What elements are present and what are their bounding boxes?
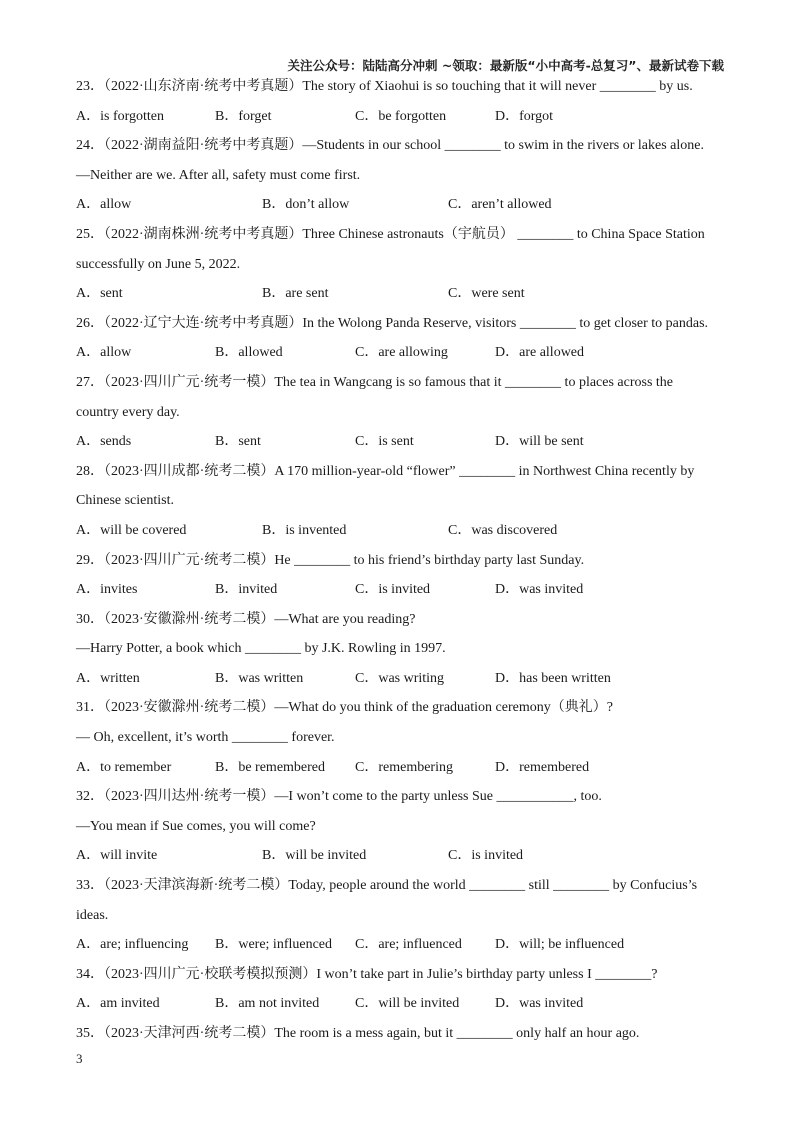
answer-option: D．was invited bbox=[495, 582, 584, 598]
answer-option: B．sent bbox=[215, 434, 261, 450]
answer-option: D．forgot bbox=[495, 108, 554, 124]
answer-options bbox=[76, 427, 736, 457]
answer-option: B．was written bbox=[215, 670, 304, 686]
answer-option: D．will be sent bbox=[495, 434, 584, 450]
answer-option: C．was discovered bbox=[448, 522, 558, 538]
answer-option: C．aren’t allowed bbox=[448, 197, 552, 213]
question-stem-line: 28．（2023·四川成都·统考二模）A 170 million-year-old “flower” ________ in Northwest China recently by bbox=[76, 463, 695, 479]
page-header: 关注公众号：陆陆高分冲刺 ~领取：最新版“小中高考-总复习”、最新试卷下载 bbox=[287, 58, 724, 73]
answer-option: B．is invented bbox=[262, 522, 347, 538]
answer-option: D．was invited bbox=[495, 996, 584, 1012]
question-stem-line: successfully on June 5, 2022. bbox=[76, 256, 241, 272]
answer-options bbox=[76, 575, 736, 605]
answer-option: C．remembering bbox=[355, 759, 453, 775]
question-item bbox=[76, 220, 736, 309]
answer-option: B．allowed bbox=[215, 345, 283, 361]
answer-options bbox=[76, 930, 736, 960]
question-stem-line: Chinese scientist. bbox=[76, 493, 174, 509]
answer-options bbox=[76, 190, 736, 220]
answer-option: C．is sent bbox=[355, 434, 414, 450]
answer-option: D．will; be influenced bbox=[495, 937, 625, 953]
question-item bbox=[76, 457, 736, 546]
answer-options bbox=[76, 338, 736, 368]
question-item bbox=[76, 782, 736, 871]
answer-option: A．will invite bbox=[76, 848, 158, 864]
answer-option: C．are; influenced bbox=[355, 937, 462, 953]
answer-option: D．has been written bbox=[495, 670, 611, 686]
answer-options bbox=[76, 516, 736, 546]
answer-option: C．are allowing bbox=[355, 345, 448, 361]
question-stem-line: 33．（2023·天津滨海新·统考二模）Today, people around the world ________ still ________ by Confucius’s bbox=[76, 878, 698, 894]
answer-option: A．sends bbox=[76, 434, 132, 450]
question-item bbox=[76, 960, 736, 1019]
answer-option: A．is forgotten bbox=[76, 108, 165, 124]
question-stem-line: —Neither are we. After all, safety must come first. bbox=[76, 167, 361, 183]
question-stem-line: ideas. bbox=[76, 907, 109, 923]
answer-options bbox=[76, 664, 736, 694]
question-stem-line: 26．（2022·辽宁大连·统考中考真题）In the Wolong Panda Reserve, visitors ________ to get closer to pandas. bbox=[76, 315, 709, 331]
question-stem-line: 23．（2022·山东济南·统考中考真题）The story of Xiaohui is so touching that it will never ________ by us. bbox=[76, 79, 693, 94]
answer-options bbox=[76, 841, 736, 871]
answer-option: B．were; influenced bbox=[215, 937, 333, 953]
answer-option: B．be remembered bbox=[215, 759, 326, 775]
answer-option: B．forget bbox=[215, 108, 272, 124]
answer-options bbox=[76, 753, 736, 783]
question-item bbox=[76, 871, 736, 960]
question-stem-line: 25．（2022·湖南株洲·统考中考真题）Three Chinese astronauts（宇航员） ________ to China Space Station bbox=[76, 226, 705, 242]
question-stem-line: 31．（2023·安徽滁州·统考二模）—What do you think of the graduation ceremony（典礼）? bbox=[76, 700, 613, 716]
question-item bbox=[76, 368, 736, 457]
answer-option: B．are sent bbox=[262, 286, 329, 302]
answer-option: A．invites bbox=[76, 582, 138, 598]
answer-option: D．remembered bbox=[495, 759, 590, 775]
answer-options bbox=[76, 102, 736, 132]
answer-option: B．will be invited bbox=[262, 848, 367, 864]
question-item bbox=[76, 693, 736, 782]
answer-option: B．don’t allow bbox=[262, 197, 350, 213]
answer-option: C．were sent bbox=[448, 286, 525, 302]
question-stem-line: —Harry Potter, a book which ________ by J.K. Rowling in 1997. bbox=[76, 641, 446, 657]
answer-option: A．will be covered bbox=[76, 522, 187, 538]
answer-option: A．to remember bbox=[76, 759, 172, 775]
question-stem-line: 29．（2023·四川广元·统考二模）He ________ to his friend’s birthday party last Sunday. bbox=[76, 552, 585, 568]
answer-option: B．invited bbox=[215, 582, 278, 598]
question-stem-line: 27．（2023·四川广元·统考一模）The tea in Wangcang is so famous that it ________ to places across the bbox=[76, 374, 674, 390]
answer-option: B．am not invited bbox=[215, 996, 320, 1012]
page-number: 3 bbox=[76, 1051, 83, 1066]
answer-option: A．am invited bbox=[76, 996, 160, 1012]
question-stem-line: 35．（2023·天津河西·统考二模）The room is a mess again, but it ________ only half an hour ago. bbox=[76, 1026, 640, 1041]
question-stem-line: 34．（2023·四川广元·校联考模拟预测）I won’t take part in Julie’s birthday party unless I ________? bbox=[76, 966, 658, 982]
question-stem-line: 32．（2023·四川达州·统考一模）—I won’t come to the party unless Sue ___________, too. bbox=[76, 789, 602, 805]
answer-options bbox=[76, 989, 736, 1019]
answer-option: A．written bbox=[76, 670, 140, 686]
answer-options bbox=[76, 279, 736, 309]
answer-option: A．allow bbox=[76, 197, 132, 213]
answer-option: C．will be invited bbox=[355, 996, 460, 1012]
question-stem-line: 24．（2022·湖南益阳·统考中考真题）—Students in our school ________ to swim in the rivers or lakes alone. bbox=[76, 138, 704, 154]
question-list bbox=[76, 72, 736, 1049]
answer-option: C．be forgotten bbox=[355, 108, 447, 124]
question-item bbox=[76, 546, 736, 605]
question-item bbox=[76, 72, 736, 131]
answer-option: A．sent bbox=[76, 286, 123, 302]
question-stem-line: country every day. bbox=[76, 404, 180, 420]
answer-option: C．is invited bbox=[355, 582, 431, 598]
question-item bbox=[76, 309, 736, 368]
answer-option: C．was writing bbox=[355, 670, 445, 686]
answer-option: A．allow bbox=[76, 345, 132, 361]
question-item bbox=[76, 1019, 736, 1049]
answer-option: D．are allowed bbox=[495, 345, 585, 361]
question-item bbox=[76, 131, 736, 220]
question-stem-line: —You mean if Sue comes, you will come? bbox=[76, 818, 316, 834]
question-stem-line: — Oh, excellent, it’s worth ________ forever. bbox=[76, 730, 335, 746]
question-item bbox=[76, 605, 736, 694]
answer-option: A．are; influencing bbox=[76, 937, 189, 953]
answer-option: C．is invited bbox=[448, 848, 524, 864]
question-stem-line: 30．（2023·安徽滁州·统考二模）—What are you reading? bbox=[76, 611, 416, 627]
